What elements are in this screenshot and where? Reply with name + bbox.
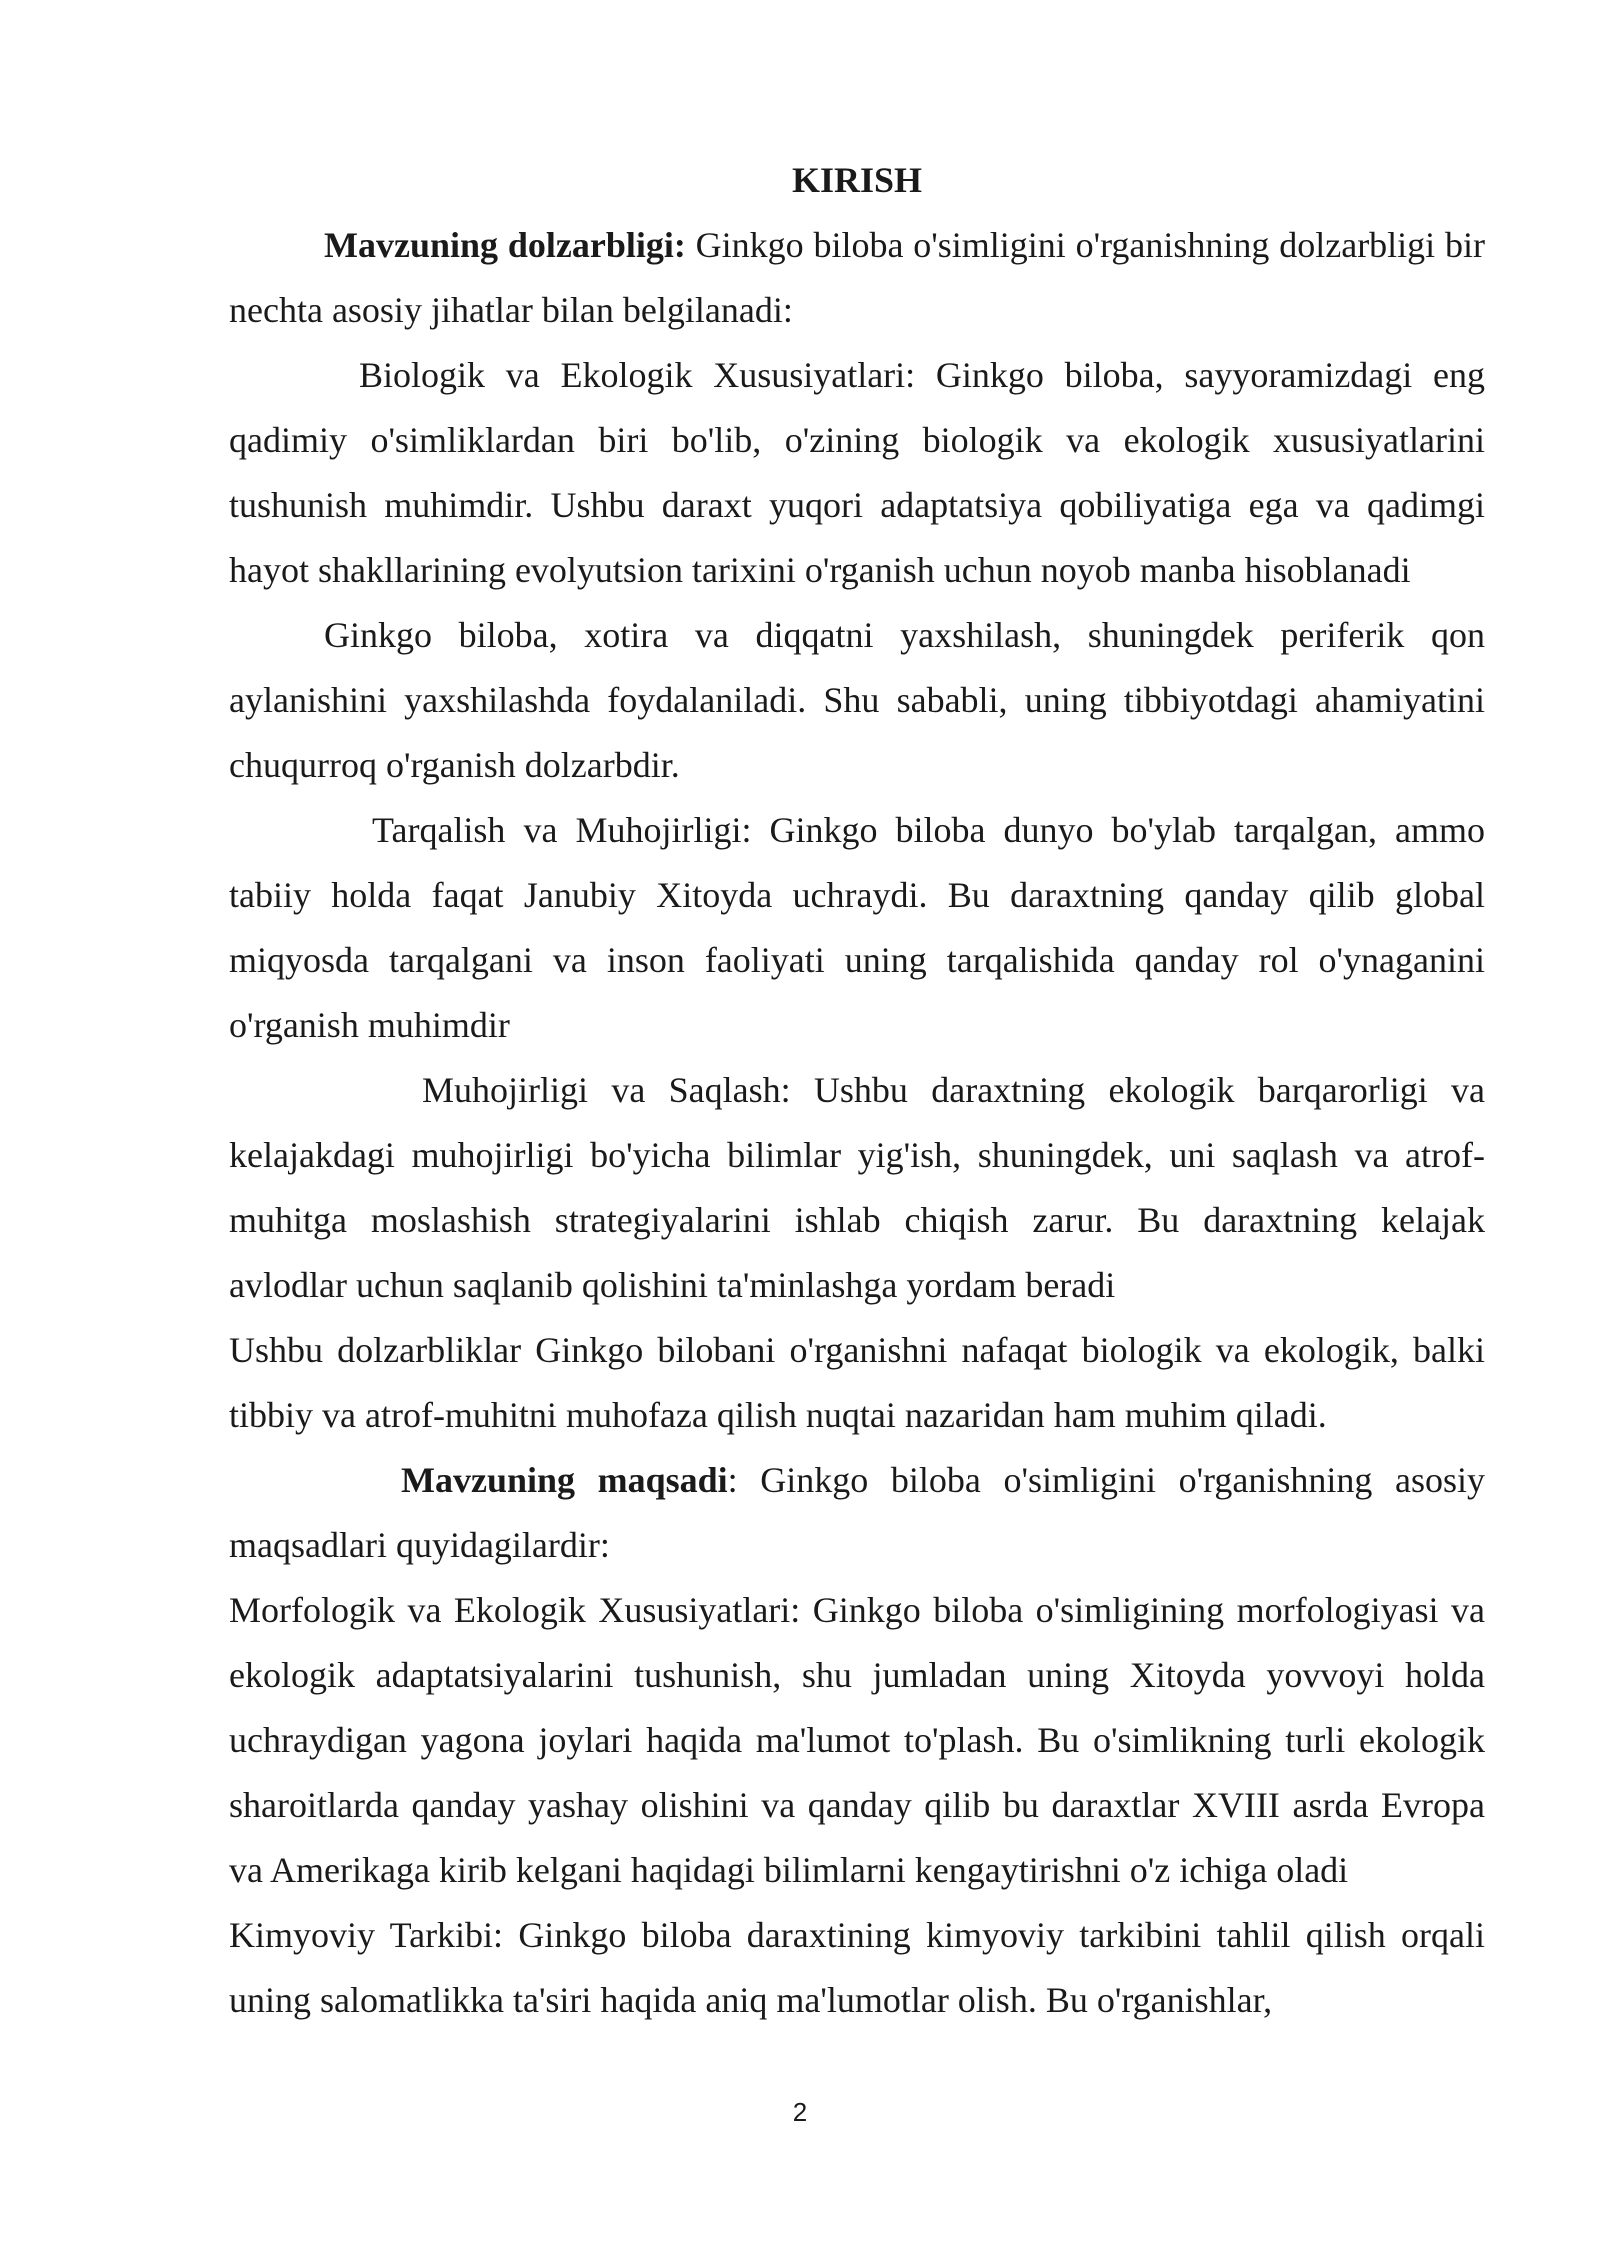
paragraph-distribution: Tarqalish va Muhojirligi: Ginkgo biloba dunyo bo'ylab tarqalgan, ammo tabiiy holda faqat Janubiy Xitoyda uchraydi. Bu daraxtning qanday qilib global miqyosda tarqalgani va inson faoliyati uning tarqalishida qanday rol o'ynaganini o'rganish muhimdir <box>229 810 1485 1045</box>
paragraph-relevance-intro <box>229 213 1485 343</box>
relevance-label: Mavzuning dolzarbligi: <box>324 225 686 265</box>
paragraph-chemical-composition: Kimyoviy Tarkibi: Ginkgo biloba daraxtining kimyoviy tarkibini tahlil qilish orqali uning salomatlikka ta'siri haqida aniq ma'lumotlar olish. Bu o'rganishlar, <box>229 1915 1485 2020</box>
relevance-intro-text: Ginkgo biloba o'simligini o'rganishning dolzarbligi bir nechta asosiy jihatlar bilan belgilanadi: <box>229 225 1485 330</box>
section-heading: KIRISH <box>791 160 923 200</box>
document-body <box>229 148 1485 2033</box>
paragraph-conservation: Muhojirligi va Saqlash: Ushbu daraxtning ekologik barqarorligi va kelajakdagi muhojirligi bo'yicha bilimlar yig'ish, shuningdek, uni saqlash va atrof-muhitga moslashish strategiyalarini ishlab chiqish zarur. Bu daraxtning kelajak avlodlar uchun saqlanib qolishini ta'minlashga yordam beradi <box>229 1070 1485 1305</box>
page-number: 2 <box>792 2097 808 2127</box>
paragraph-biological-features: Biologik va Ekologik Xususiyatlari: Ginkgo biloba, sayyoramizdagi eng qadimiy o'simliklardan biri bo'lib, o'zining biologik va ekologik xususiyatlarini tushunish muhimdir. Ushbu daraxt yuqori adaptatsiya qobiliyatiga ega va qadimgi hayot shakllarining evolyutsion tarixini o'rganish uchun noyob manba hisoblanadi <box>229 355 1485 590</box>
goal-intro-text: : Ginkgo biloba o'simligini o'rganishning asosiy maqsadlari quyidagilardir: <box>229 1460 1485 1565</box>
paragraph-morphology: Morfologik va Ekologik Xususiyatlari: Ginkgo biloba o'simligining morfologiyasi va ekologik adaptatsiyalarini tushunish, shu jumladan uning Xitoyda yovvoyi holda uchraydigan yagona joylari haqida ma'lumot to'plash. Bu o'simlikning turli ekologik sharoitlarda qanday yashay olishini va qanday qilib bu daraxtlar XVIII asrda Evropa va Amerikaga kirib kelgani haqidagi bilimlarni kengaytirishni o'z ichiga oladi <box>229 1590 1485 1890</box>
goal-label: Mavzuning maqsadi <box>401 1460 728 1500</box>
paragraph-relevance-summary: Ushbu dolzarbliklar Ginkgo bilobani o'rganishni nafaqat biologik va ekologik, balki tibbiy va atrof-muhitni muhofaza qilish nuqtai nazaridan ham muhim qiladi. <box>229 1330 1485 1435</box>
paragraph-goal-intro <box>229 1448 1485 1578</box>
paragraph-medical-use: Ginkgo biloba, xotira va diqqatni yaxshilash, shuningdek periferik qon aylanishini yaxshilashda foydalaniladi. Shu sababli, uning tibbiyotdagi ahamiyatini chuqurroq o'rganish dolzarbdir. <box>229 615 1485 785</box>
